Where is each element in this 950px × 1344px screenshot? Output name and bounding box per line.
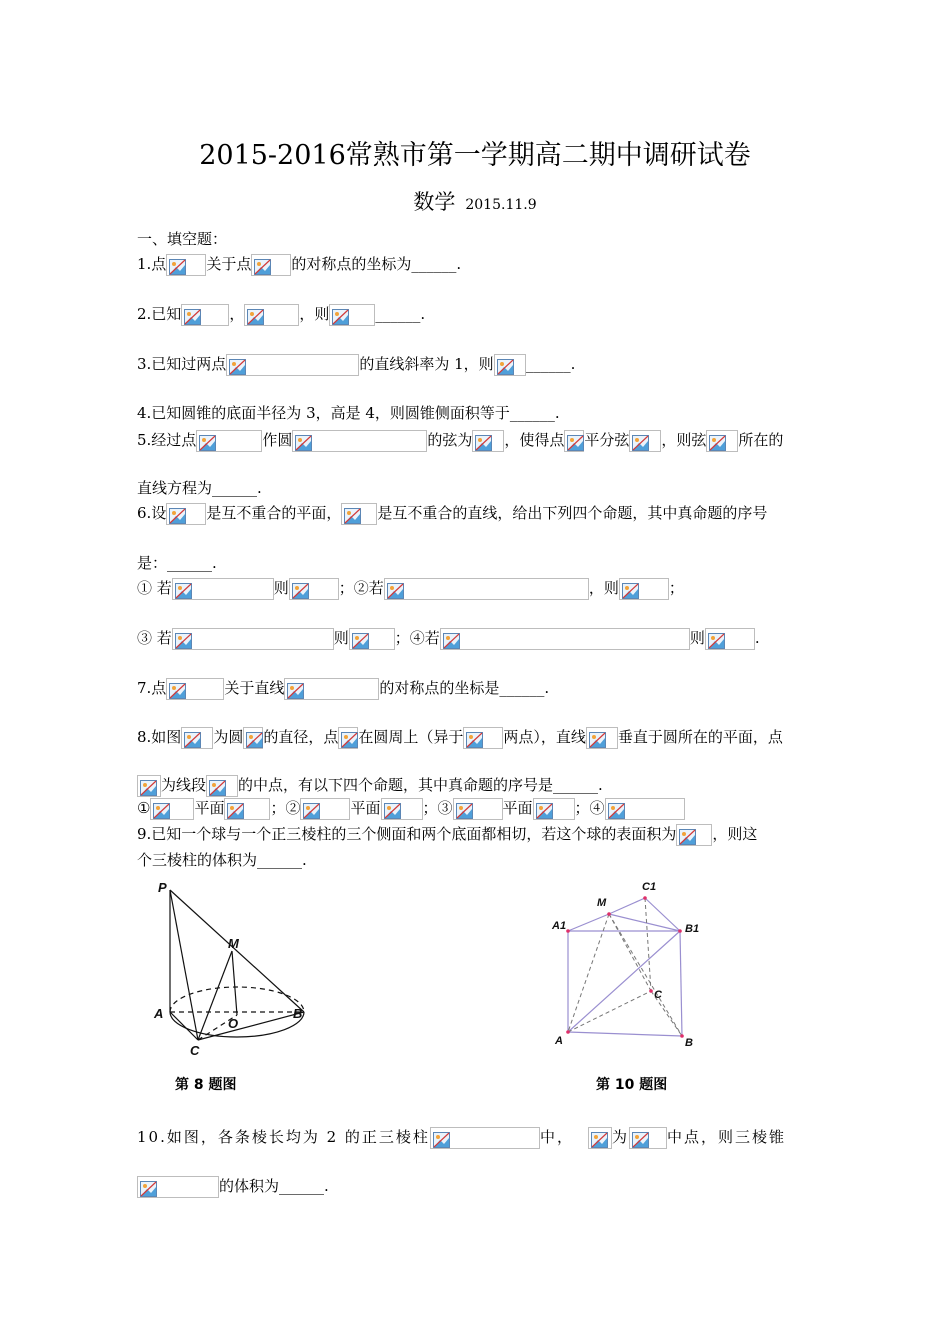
formula-image <box>533 798 575 820</box>
q8-text: 两点），直线 <box>503 728 586 746</box>
broken-image-icon <box>199 435 216 451</box>
q6-text: . <box>754 629 760 647</box>
q8-text: 平面 <box>194 799 225 817</box>
formula-image <box>150 798 194 820</box>
q9-text: ，则这 <box>712 825 758 843</box>
broken-image-icon <box>246 732 263 748</box>
label-b1: B1 <box>685 923 700 935</box>
formula-image <box>226 354 359 376</box>
broken-image-icon <box>209 780 226 796</box>
exam-date: 2015.11.9 <box>465 197 537 213</box>
label-c: C <box>190 1043 200 1058</box>
edge-ab <box>568 1032 682 1036</box>
q8-text: 8.如图 <box>137 728 182 746</box>
point-c <box>649 989 653 993</box>
label-a: A <box>154 1006 164 1021</box>
question-6-options-1 <box>137 577 684 600</box>
q8-text: 平面 <box>502 799 533 817</box>
q10-text: 为 <box>611 1128 629 1146</box>
question-7 <box>137 677 549 700</box>
q1-text: 关于点 <box>206 255 252 273</box>
broken-image-icon <box>352 633 369 649</box>
broken-image-icon <box>287 683 304 699</box>
q8-text: 垂直于圆所在的平面，点 <box>617 728 783 746</box>
formula-image <box>137 775 161 797</box>
q5-text: ，使得点 <box>504 431 565 449</box>
formula-image <box>463 727 503 749</box>
question-2 <box>137 303 425 326</box>
point-b <box>680 1034 684 1038</box>
formula-image <box>166 503 206 525</box>
q6-text: ；④若 <box>394 629 440 647</box>
broken-image-icon <box>169 259 186 275</box>
formula-image <box>300 798 350 820</box>
formula-image <box>181 727 213 749</box>
broken-image-icon <box>608 803 625 819</box>
edge-cb <box>198 1012 304 1040</box>
formula-image <box>440 628 690 650</box>
q8-text: 为线段 <box>161 776 207 794</box>
label-b: B <box>293 1006 303 1021</box>
formula-image <box>251 254 291 276</box>
formula-image <box>381 798 423 820</box>
broken-image-icon <box>622 583 639 599</box>
edge-mb1 <box>609 914 680 931</box>
formula-image <box>629 1127 667 1149</box>
question-10 <box>137 1126 786 1149</box>
formula-image <box>137 1176 219 1198</box>
q5-text: ，则弦 <box>661 431 707 449</box>
figure-10-diagram <box>548 874 718 1054</box>
edge-cc1 <box>645 898 651 991</box>
broken-image-icon <box>332 309 349 325</box>
broken-image-icon <box>709 435 726 451</box>
label-p: P <box>158 880 167 895</box>
q1-text: 1.点 <box>137 255 167 273</box>
broken-image-icon <box>433 1132 450 1148</box>
broken-image-icon <box>387 583 404 599</box>
label-a1: A1 <box>552 920 567 932</box>
formula-image <box>619 578 669 600</box>
broken-image-icon <box>140 1181 157 1197</box>
broken-image-icon <box>169 683 186 699</box>
subject-line <box>0 186 950 216</box>
q8-text: ；③ <box>422 799 453 817</box>
formula-image <box>166 254 206 276</box>
question-6-cont: 是：______. <box>137 554 217 572</box>
broken-image-icon <box>227 803 244 819</box>
q6-text: ① 若 <box>137 579 172 597</box>
question-9-cont: 个三棱柱的体积为______. <box>137 851 307 869</box>
formula-image <box>706 430 738 452</box>
q6-text: 则 <box>273 579 289 597</box>
formula-image <box>172 628 334 650</box>
edge-a1m <box>568 914 609 931</box>
edge-c1b1 <box>645 898 680 931</box>
broken-image-icon <box>184 309 201 325</box>
q8-text: ；② <box>270 799 301 817</box>
edge-ab1 <box>568 931 680 1032</box>
broken-image-icon <box>153 803 170 819</box>
q2-text: ， <box>229 305 245 323</box>
formula-image <box>206 775 238 797</box>
point-b1 <box>678 929 682 933</box>
question-6 <box>137 502 767 525</box>
formula-image <box>338 727 358 749</box>
formula-image <box>292 430 427 452</box>
label-c: C <box>654 989 662 1001</box>
broken-image-icon <box>679 829 696 845</box>
formula-image <box>453 798 503 820</box>
section-heading: 一、填空题： <box>137 230 228 248</box>
formula-image <box>284 678 379 700</box>
broken-image-icon <box>344 508 361 524</box>
broken-image-icon <box>341 732 358 748</box>
formula-image <box>629 430 661 452</box>
formula-image <box>564 430 584 452</box>
q10-text: 中点，则三棱锥 <box>666 1128 786 1146</box>
broken-image-icon <box>443 633 460 649</box>
q3-text: 3.已知过两点 <box>137 355 227 373</box>
formula-image <box>586 727 618 749</box>
formula-image <box>430 1127 540 1149</box>
q5-text: 平分弦 <box>584 431 630 449</box>
edge-bb1 <box>680 931 682 1036</box>
label-m: M <box>228 936 239 951</box>
broken-image-icon <box>497 359 514 375</box>
formula-image <box>472 430 504 452</box>
formula-image <box>494 354 526 376</box>
broken-image-icon <box>140 780 157 796</box>
q6-text: 则 <box>689 629 705 647</box>
broken-image-icon <box>632 1132 649 1148</box>
question-4: 4.已知圆锥的底面半径为 3，高是 4，则圆锥侧面积等于______. <box>137 404 560 422</box>
q6-text: 6.设 <box>137 504 167 522</box>
q8-text: ；④ <box>574 799 605 817</box>
broken-image-icon <box>169 508 186 524</box>
formula-image <box>166 678 224 700</box>
edge-mo <box>232 951 237 1015</box>
q1-text: 的对称点的坐标为______. <box>291 255 462 273</box>
q6-text: ，则 <box>588 579 619 597</box>
question-3 <box>137 353 575 376</box>
broken-image-icon <box>292 583 309 599</box>
q5-text: 所在的 <box>738 431 784 449</box>
formula-image <box>588 1127 612 1149</box>
broken-image-icon <box>536 803 553 819</box>
question-5 <box>137 429 783 452</box>
formula-image <box>384 578 589 600</box>
formula-image <box>705 628 755 650</box>
formula-image <box>329 304 375 326</box>
formula-image <box>244 304 299 326</box>
broken-image-icon <box>632 435 649 451</box>
broken-image-icon <box>295 435 312 451</box>
broken-image-icon <box>303 803 320 819</box>
broken-image-icon <box>229 359 246 375</box>
q5-text: 5.经过点 <box>137 431 197 449</box>
broken-image-icon <box>567 435 584 451</box>
formula-image <box>172 578 274 600</box>
broken-image-icon <box>456 803 473 819</box>
question-9 <box>137 823 757 846</box>
q6-text: ； <box>668 579 684 597</box>
point-m <box>607 912 611 916</box>
q2-text: ______. <box>375 305 426 323</box>
q6-text: 则 <box>333 629 349 647</box>
broken-image-icon <box>589 732 606 748</box>
question-10-cont <box>137 1175 329 1198</box>
broken-image-icon <box>466 732 483 748</box>
q7-text: 关于直线 <box>224 679 285 697</box>
q10-text: 的体积为______. <box>219 1177 329 1195</box>
edge-mc1 <box>609 898 645 914</box>
q5-text: 作圆 <box>262 431 293 449</box>
q9-text: 9.已知一个球与一个正三棱柱的三个侧面和两个底面都相切，若这个球的表面积为 <box>137 825 677 843</box>
q8-text: 的直径，点 <box>263 728 339 746</box>
q8-text: 在圆周上（异于 <box>358 728 464 746</box>
point-a <box>566 1030 570 1034</box>
subject: 数学 <box>413 190 456 214</box>
q2-text: 2.已知 <box>137 305 182 323</box>
broken-image-icon <box>254 259 271 275</box>
q5-text: 的弦为 <box>427 431 473 449</box>
question-1 <box>137 253 461 276</box>
label-o: O <box>228 1016 239 1031</box>
q7-text: 的对称点的坐标是______. <box>379 679 550 697</box>
q6-text: 是互不重合的平面， <box>206 504 342 522</box>
q3-text: ______. <box>525 355 576 373</box>
figure-8-caption: 第 8 题图 <box>175 1077 237 1093</box>
point-c1 <box>643 896 647 900</box>
q6-text: 是互不重合的直线，给出下列四个命题，其中真命题的序号 <box>377 504 768 522</box>
q8-text: ① <box>137 799 151 817</box>
page-title: 2015-2016常熟市第一学期高二期中调研试卷 <box>199 140 751 171</box>
formula-image <box>605 798 685 820</box>
broken-image-icon <box>475 435 492 451</box>
q2-text: ，则 <box>299 305 330 323</box>
broken-image-icon <box>384 803 401 819</box>
edge-mb <box>609 914 682 1036</box>
q10-text: 10.如图，各条棱长均为 2 的正三棱柱 <box>137 1128 430 1146</box>
formula-image <box>196 430 262 452</box>
question-8-cont <box>137 774 603 797</box>
q3-text: 的直线斜率为 1，则 <box>359 355 494 373</box>
question-8 <box>137 726 783 749</box>
edge-cm <box>198 951 232 1040</box>
q8-text: 的中点，有以下四个命题，其中真命题的序号是______. <box>238 776 603 794</box>
q10-text: 中， <box>539 1128 574 1146</box>
label-a: A <box>555 1035 563 1047</box>
figure-8-diagram <box>148 880 338 1060</box>
edge-pc <box>170 890 198 1040</box>
question-5-cont: 直线方程为______. <box>137 479 262 497</box>
point-a1 <box>566 929 570 933</box>
formula-image <box>224 798 270 820</box>
label-b: B <box>685 1037 693 1049</box>
formula-image <box>289 578 339 600</box>
broken-image-icon <box>591 1132 608 1148</box>
broken-image-icon <box>175 633 192 649</box>
question-6-options-2 <box>137 627 760 650</box>
label-m: M <box>597 897 607 909</box>
q6-text: ；②若 <box>338 579 384 597</box>
q8-text: 平面 <box>350 799 381 817</box>
formula-image <box>349 628 395 650</box>
figure-10-caption: 第 10 题图 <box>596 1077 668 1093</box>
formula-image <box>243 727 263 749</box>
edge-mc <box>609 914 651 991</box>
q8-text: 为圆 <box>213 728 244 746</box>
broken-image-icon <box>184 732 201 748</box>
broken-image-icon <box>708 633 725 649</box>
label-c1: C1 <box>642 881 657 893</box>
q7-text: 7.点 <box>137 679 167 697</box>
formula-image <box>676 824 712 846</box>
question-8-options <box>137 797 685 820</box>
formula-image <box>341 503 377 525</box>
broken-image-icon <box>175 583 192 599</box>
broken-image-icon <box>247 309 264 325</box>
q6-text: ③ 若 <box>137 629 172 647</box>
formula-image <box>181 304 229 326</box>
